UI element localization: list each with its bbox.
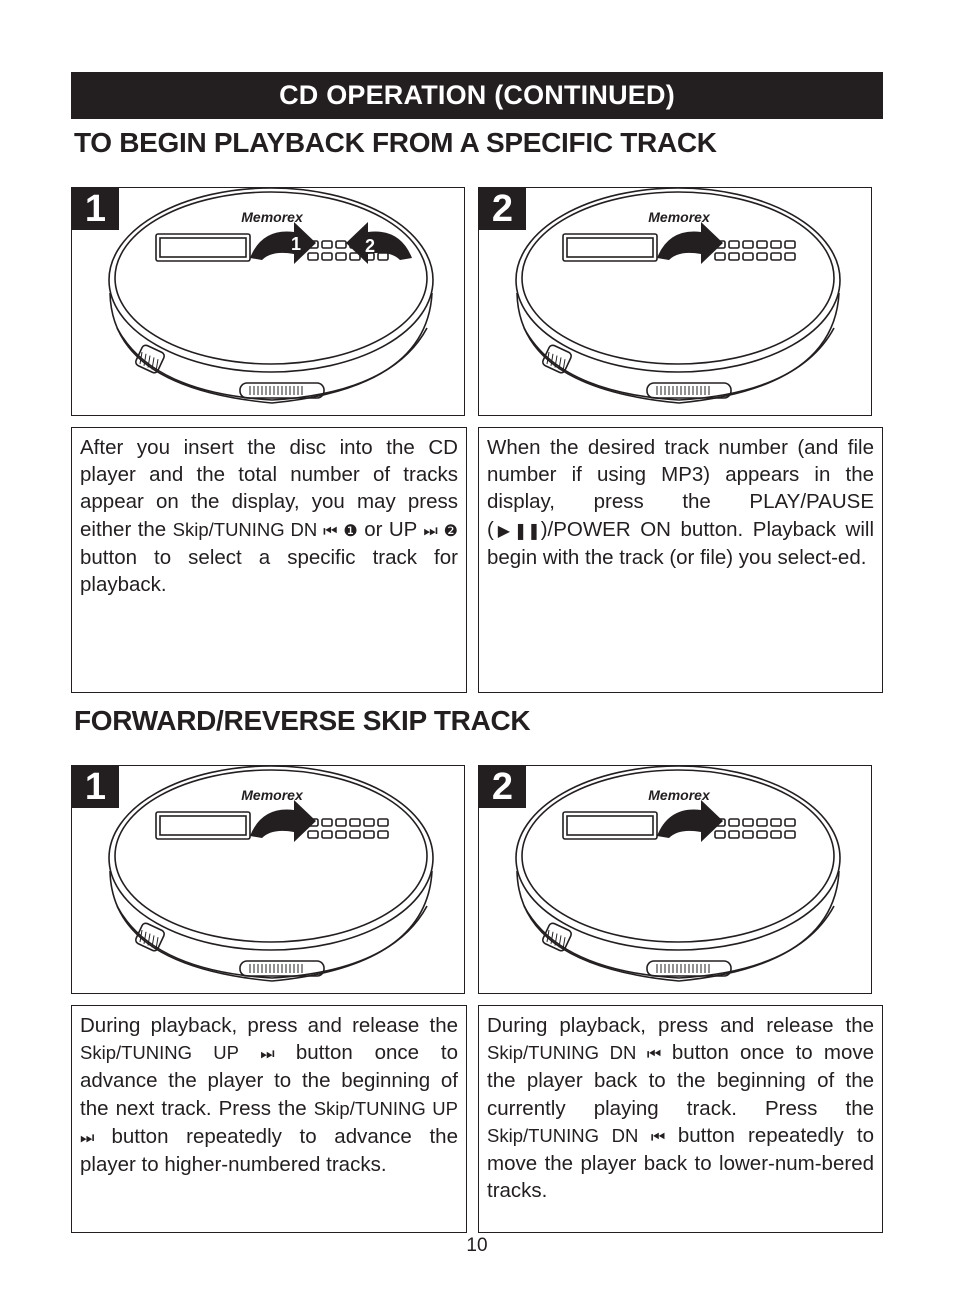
section-title-specific-track: TO BEGIN PLAYBACK FROM A SPECIFIC TRACK	[74, 127, 717, 158]
figure-step-2-specific-track	[478, 187, 872, 416]
figure-step-2-skip-track	[478, 765, 872, 994]
cd-player-illustration	[479, 188, 872, 416]
figure-step-1-specific-track	[71, 187, 465, 416]
instruction-step-1-skip-track: During playback, press and release the Skip/TUNING UP ⏭ button once to advance the player to the beginning of the next track. Press the Skip/TUNING UP ⏭ button repeatedly to advance the player to higher-numbered tracks.	[71, 1005, 467, 1233]
figure-step-1-skip-track	[71, 765, 465, 994]
step-number-badge: 1	[72, 188, 119, 230]
instruction-step-2-specific-track: When the desired track number (and file number if using MP3) appears in the display, press the PLAY/PAUSE (▶❚❚)/POWER ON button. Playback will begin with the track (or file) you select-ed.	[478, 427, 883, 693]
arrow-left-icon	[346, 222, 412, 264]
memorex-logo: Memorex	[648, 787, 710, 803]
section-title-skip-track: FORWARD/REVERSE SKIP TRACK	[74, 705, 531, 736]
instruction-step-2-skip-track: During playback, press and release the Skip/TUNING DN ⏮ button once to move the player back to the beginning of the currently playing track. Press the Skip/TUNING DN ⏮ button repeatedly to move the player back to lower-num-bered tracks.	[478, 1005, 883, 1233]
arrow-right-icon	[657, 222, 723, 264]
skip-back-icon: ⏮ ❶	[317, 520, 365, 540]
skip-forward-icon: ⏭ ❷	[423, 520, 458, 540]
memorex-logo: Memorex	[241, 209, 303, 225]
banner-title: CD OPERATION (CONTINUED)	[279, 80, 675, 110]
arrow-right-icon	[250, 800, 316, 842]
page-number: 10	[466, 1235, 488, 1256]
step-number-badge: 2	[479, 188, 526, 230]
play-pause-icon: ▶❚❚	[493, 520, 541, 540]
skip-back-icon: ⏮	[636, 1044, 672, 1064]
skip-forward-icon: ⏭	[80, 1127, 112, 1147]
callout-1: 1	[290, 234, 302, 254]
memorex-logo: Memorex	[648, 209, 710, 225]
cd-player-illustration	[72, 766, 465, 994]
skip-forward-icon: ⏭	[239, 1044, 296, 1064]
cd-player-illustration	[479, 766, 872, 994]
section-banner	[71, 72, 883, 119]
arrow-right-icon	[657, 800, 723, 842]
skip-back-icon: ⏮	[638, 1126, 678, 1146]
callout-2: 2	[364, 236, 376, 256]
memorex-logo: Memorex	[241, 787, 303, 803]
cd-player-illustration	[72, 188, 465, 416]
instruction-step-1-specific-track: After you insert the disc into the CD player and the total number of tracks appear on the display, you may press either the Skip/TUNING DN ⏮ ❶ or UP ⏭ ❷ button to select a specific track for playback.	[71, 427, 467, 693]
arrow-right-icon	[250, 222, 316, 264]
step-number-badge: 1	[72, 766, 119, 808]
step-number-badge: 2	[479, 766, 526, 808]
